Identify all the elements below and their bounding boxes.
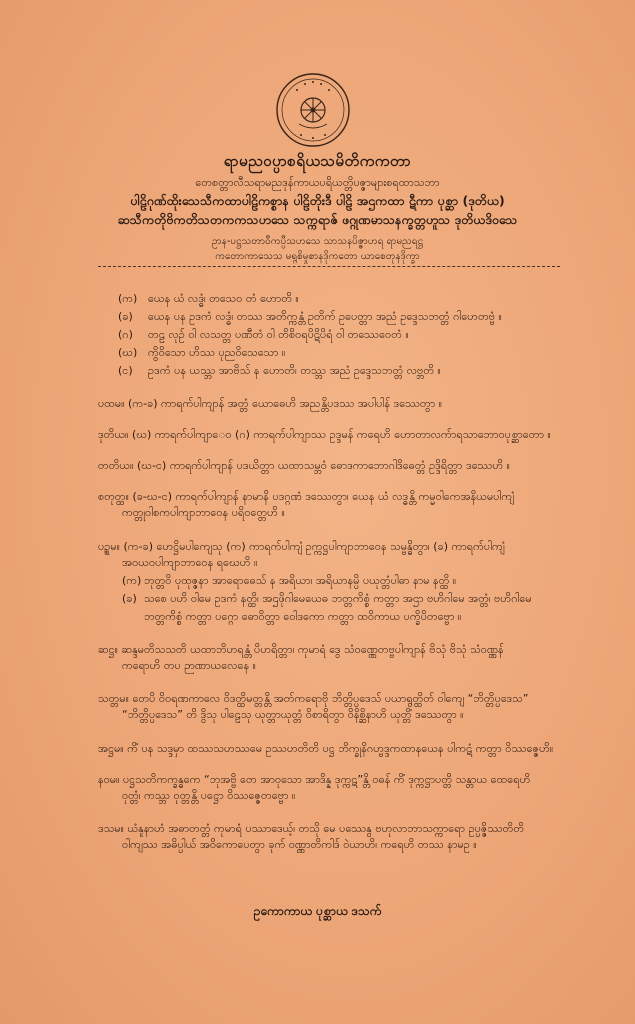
document-title-line2: ဆသီကတိုဗိကတိသတကကသဟသေ သက္ကရာဇ် ဖဂ္ဂုဏမာသနက္ခတ္တဟူသ ဒုတိယဒိဝသေ	[117, 212, 518, 227]
header-note-line1: ဥာန-ပဋ္ဌသတာဝီကပ္ပီသဟသေ သာသနပိဇ္ဇာဟရ ရာမညရဋ္ဌ	[211, 236, 424, 247]
list-item: (ဂ) တဠ လုဥ် ဝါ လသတ္တ ပဏီတံ ဝါ တိစိဝရပိဋိပိရံ ဝါ တဿေဝေတံ ။	[118, 328, 409, 341]
signature-line: ဥကောကာယ ပုစ္ဆာယ ဒသက်	[253, 904, 382, 918]
paragraph: အဋ္ဌမ။ ကိံ ပန သဒ္ဒမှာ ထဿသဟဿမေ ဥဿဟတိတိ ပဋ္ဌ ဘိက္ခုနိဂဟ္ဗဒ္ဒကထာနယေန ပါကဋံ ကတ္တာ ဝိဿဇ္ဇေဟိ။	[98, 742, 554, 755]
header-note-line2: ကတောကာသေသ မရ္ဂစိမှုစာနဒိုကတော ယာစေတုနဒိုက္ခာ	[215, 251, 420, 262]
paragraph-continuation: ဘတ္တကိစ္စံ ကတ္တာ ပဂ္ဂော ဓောဝိတ္တာ ဝေါဒကော ကတ္တာ ထဝိကာယ ပက္ခိပိတဗ္ဗော ။	[144, 610, 462, 623]
paragraph: ပဉ္စမ။ (က-ခ) ဟေဋ္ဌိမပါကျေသု (က) ကာရက်ပါကျံ ဥက္ကဋ္ဌပါကျာဘာဝေန သမ္ဗန္ဓိတွာ၊ (ခ) ကာရက်ပါကျံ	[98, 540, 505, 553]
paragraph: တတိယ။ (ဃ-င) ကာရက်ပါကျာန် ပဒယိတ္တာ ယထာသမ္ဘဝံ ဓောဒကာဘောဂါဒိဓေတ္တံ ဥဒ္ဒိရိတ္တာ ဒဿေဟိ ။	[98, 459, 510, 472]
paragraph-continuation: ဝါကျဿ အဓိပ္ပါယ် အဝိကောပေတွာ ခုက် ဝဏ္ဏာတိကါဒ် ဝဲယာဟိ၊ ကရေဟိ တဿ နာမဥ ။	[122, 838, 477, 851]
paragraph: စတုတ္ထ။ (ခ-ဃ-င) ကာရက်ပါကျာန် နာမာနိ ပဒဂ္ဂဏံ ဒဿေတွာ၊ ယေန ယံ လဒ္ဓန္တိ ကမ္မဝါကေအနိယမပါကျံ	[98, 490, 514, 503]
header-subtitle: တေစတ္တာလီသရာမညဒုန်ကာယပရိယတ္တိပဇ္ဇာများစရထာသဘာ	[195, 176, 440, 189]
issuing-body-title: ရာမညဝပ္ပာစရိယသမိတိကကတာ	[223, 152, 412, 170]
paragraph-continuation: “ဘိတ္တိပ္ပဒေသ” တိ ဒွိသု ပါဠေသု ယုတ္တာယုတ္တံ ဝိစာရိတွာ ဝိနိစ္ဆိနာဟိ ယုတ္တိံ ဒဿေတွာ ။	[122, 708, 464, 721]
paragraph-continuation: ဝုတ္တံ၊ ကဿ္ဘ ဝုတ္တန္တိ ပဋ္ဌော ဝိဿဇ္ဇေတဗ္ဗော ။	[122, 789, 296, 802]
dharmachakra-seal-icon	[275, 72, 351, 148]
nested-item: (ခ) သစေ ပဟိ ဝါမေ ဥဒကံ နတ္ထိ၊ အဌဖိုဂါမေယေဓ ဘတ္တကိစ္စံ ကတ္တာ အဌာ ဗဟိဂါမေ အတ္တံ၊ ဗဟိဂါမေ	[122, 592, 532, 605]
list-item: (ခ) ယေန ပန ဥဒကံ လဒ္ဓံ၊ တဿ အတိက္ကန္တံ ဥတိက် ဥပေတ္တာ အညံ ဥဒ္ဒေသဘတ္တံ ဂါဟေတဗ္ဗံ ။	[118, 310, 502, 323]
paragraph: ဒုတိယ။ (ဃ) ကာရက်ပါကျာေဝ (ဂ) ကာရက်ပါကျာဿ ဥဒ္ဒမန် ကရေဟိ ဟောတာလက်ာရသာဘောဝပုစ္ဆာတော ။	[98, 428, 551, 441]
paragraph-continuation: ကတ္တုဝါစကပါကျာဘာဝေန ပရိဝတ္တေဟိ ။	[122, 506, 285, 519]
paragraph: သတ္တမ။ တေပိ ဝိဝရဏကာလေ ဝိဒတ္ထိမတ္တန္တိ အတ်ကရောဗို ဘိတ္တိပ္ပဒေသ် ပယာရွတ္ထိတ် ဝါကျေ “ဘိတ္တိပ္ပဒေသ”	[98, 692, 529, 705]
paragraph: ဒသမ။ ယံနူနာဟံ အဓာတတ္တံ ကုမာရံ ပဿာဒေယ့်၊ တသို မေ ပဿေနွ ဗဟုလာဘာသက္ကာရော ဥပ္ပဇ္ဇိဿတိတိ	[98, 822, 525, 835]
paragraph: နဝမ။ ပဋ္ဌသတိကက္ခန္ဓကေ “ဘုအဗ္ဗိ တေ အာဝုသော အာဒိန္န ဒုက္ကဋ”န္တိ ဝဓန် ကိံ ဒုက္ကဋ္ဌာပတ္တိ သန္တာယ ထေရေဟိ	[98, 773, 531, 786]
list-item: (င) ဥဒကံ ပန ယဿ္ဘ အာဗိသ် န ဟောတိ၊ တဿ္ဘ အညံ ဥဒ္ဒေသဘတ္တံ လဗ္ဘတိ ။	[118, 364, 441, 377]
paragraph-continuation: ကရောဟိ တပ ဉာဏာယလေနေ ။	[122, 659, 257, 672]
paragraph: ဆဋ္ဌ။ ဆန္ဒမတိသသတိ ယထာဘိဟရန္တံ ပိဟရိတ္တာ၊ ကုမာရံ ဒွေ သံဝဏ္ဏေတဗ္ဗပါကျာန် ဗိသုံ ဗိသုံ သံဝဏ္ဏန်	[98, 643, 504, 656]
document-title-line1: ပါဠိဂုဏ်ထိုးသေသီကထာပါဠိကစ္စာန ပါဠိတိုးဒီ ပါဠိ အဌကထာ ဋီကာ ပုစ္ဆာ (ဒုတိယ)	[130, 193, 505, 208]
header-divider	[98, 266, 560, 267]
paragraph: ပထမ။ (က-ခ) ကာရက်ပါကျာန် အတ္တံ ယောဓေဟိ အညန္တိပဒဿ အပါပါန် ဒဿေတွာ ။	[98, 397, 443, 410]
list-item: (က) ယေန ယံ လဒ္ဓံ၊ တသေဝ တံ ဟောတိ ။	[118, 292, 299, 305]
list-item: (ဃ) ကွိဝိသော ဟိဿ ပုညဝိသေသော ။	[118, 346, 286, 359]
paragraph-continuation: အဝယဝပါကျာဘာဝေန ရဃေဟိ ။	[122, 556, 258, 569]
nested-item: (က) ဘုတ္တဝိ ပုထုဇ္ဇနာ အာရောဓေသ် န အရိယာ၊ အရိယာနမ္ပိ ပယုတ္တံပါဓာ နာမ နတ္ထိ ။	[122, 574, 457, 587]
